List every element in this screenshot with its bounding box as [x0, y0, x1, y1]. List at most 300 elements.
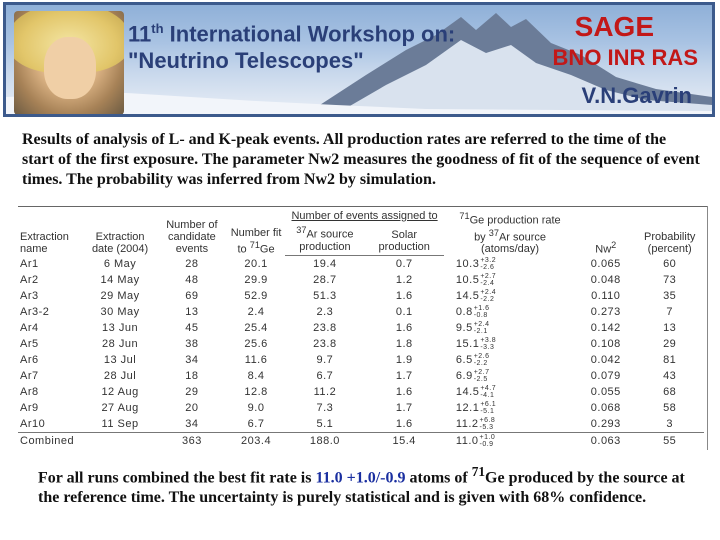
col-fit-pre: Number fit to	[230, 226, 282, 256]
cell-rate	[444, 288, 576, 304]
cell-probability-value: 29	[663, 337, 677, 350]
cell-rate-value: 10.3	[455, 257, 480, 270]
cell-candidates-value: 48	[185, 273, 199, 286]
cell-rate-errors	[480, 434, 496, 448]
cell-extraction-date	[83, 272, 157, 288]
cell-rate-err-up: +3.8	[480, 336, 497, 344]
cell-probability	[635, 368, 704, 384]
cell-probability	[635, 384, 704, 400]
cell-extraction-date-value: 28 Jul	[103, 369, 137, 382]
cell-candidates	[157, 432, 227, 449]
cell-extraction-date-value: 11 Sep	[101, 417, 139, 430]
cell-candidates	[157, 368, 227, 384]
cell-rate	[444, 416, 576, 433]
cell-extraction-name	[18, 400, 83, 416]
cell-nw2-value: 0.063	[590, 434, 621, 447]
cell-ar-source-value: 7.3	[316, 401, 334, 414]
col-rate-line1: Ge production rate	[469, 214, 561, 227]
cell-nw2-value: 0.273	[590, 305, 621, 318]
cell-nw2	[576, 352, 635, 368]
cell-fit	[227, 352, 285, 368]
cell-rate-err-down: -2.2	[480, 295, 495, 303]
cell-extraction-name-value: Combined	[20, 434, 75, 447]
cell-fit-value: 20.1	[244, 257, 268, 270]
cell-extraction-date	[83, 336, 157, 352]
cell-probability-value: 81	[663, 353, 677, 366]
table-row	[18, 400, 704, 416]
cell-candidates	[157, 304, 227, 320]
cell-probability-value: 43	[663, 369, 677, 382]
cell-extraction-name	[18, 416, 83, 433]
cell-ar-source-value: 11.2	[313, 385, 337, 398]
cell-nw2-value: 0.293	[590, 417, 621, 430]
cell-rate-errors	[480, 417, 496, 431]
cell-fit	[227, 368, 285, 384]
cell-nw2	[576, 432, 635, 449]
cell-fit	[227, 304, 285, 320]
table-body	[18, 255, 704, 449]
col-candidates: Number of candidate events	[166, 219, 218, 256]
cell-probability-value: 7	[666, 305, 673, 318]
col-rate-line2-pre: by	[474, 231, 489, 244]
col-nw2	[576, 210, 635, 255]
cell-fit-value: 11.6	[244, 353, 268, 366]
cell-fit-value: 29.9	[244, 273, 268, 286]
results-table	[18, 210, 704, 449]
table-right-rule	[707, 206, 708, 450]
cell-rate-value: 15.1	[455, 337, 480, 350]
cell-extraction-name-value: Ar8	[20, 385, 39, 398]
cell-extraction-date	[83, 320, 157, 336]
cell-extraction-name	[18, 384, 83, 400]
title-line2: "Neutrino Telescopes"	[128, 48, 364, 74]
org-sage: SAGE	[574, 11, 654, 42]
cell-probability	[635, 400, 704, 416]
cell-rate-err-up: +3.2	[480, 256, 497, 264]
cell-probability	[635, 432, 704, 449]
cell-extraction-name-value: Ar10	[20, 417, 46, 430]
cell-extraction-date-value: 13 Jul	[103, 353, 137, 366]
col-extraction-name: Extraction name	[20, 231, 69, 256]
cell-probability	[635, 272, 704, 288]
cell-candidates	[157, 384, 227, 400]
col-rate-line2-post: Ar source	[498, 231, 547, 244]
cell-rate-err-up: +6.8	[479, 416, 496, 424]
cell-candidates	[157, 336, 227, 352]
cell-fit	[227, 255, 285, 272]
cell-fit-value: 6.7	[247, 417, 265, 430]
table-row	[18, 255, 704, 272]
cell-nw2-value: 0.042	[590, 353, 621, 366]
table-row	[18, 384, 704, 400]
cell-ar-source	[285, 320, 364, 336]
cell-ar-source-value: 6.7	[316, 369, 334, 382]
cell-ar-source	[285, 288, 364, 304]
cell-fit-value: 2.4	[247, 305, 265, 318]
cell-solar-value: 0.7	[395, 257, 413, 270]
cell-ar-source-value: 28.7	[313, 273, 337, 286]
table-row	[18, 288, 704, 304]
cell-rate	[444, 255, 576, 272]
author-name: V.N.Gavrin	[581, 83, 692, 108]
cell-probability-value: 55	[663, 434, 677, 447]
cell-extraction-name-value: Ar7	[20, 369, 39, 382]
cell-extraction-name-value: Ar4	[20, 321, 39, 334]
conclusion-part1: For all runs combined the best fit rate is	[38, 469, 316, 487]
cell-fit-value: 12.8	[244, 385, 268, 398]
col-fit-sup: 71	[249, 239, 260, 250]
cell-rate-err-down: -5.3	[479, 423, 494, 431]
table-row	[18, 432, 704, 449]
cell-extraction-name	[18, 432, 83, 449]
cell-extraction-name-value: Ar9	[20, 401, 39, 414]
cell-ar-source-value: 23.8	[313, 337, 337, 350]
cell-probability-value: 13	[663, 321, 677, 334]
cell-ar-source	[285, 255, 364, 272]
cell-nw2-value: 0.142	[590, 321, 621, 334]
col-rate-line3: (atoms/day)	[481, 243, 540, 256]
col-nw2-text: Nw	[595, 243, 612, 256]
cell-extraction-date	[83, 432, 157, 449]
cell-candidates	[157, 255, 227, 272]
cell-nw2	[576, 272, 635, 288]
cell-candidates-value: 18	[185, 369, 199, 382]
cell-solar-value: 1.6	[395, 321, 413, 334]
cell-nw2	[576, 416, 635, 433]
cell-extraction-name	[18, 352, 83, 368]
cell-extraction-date	[83, 416, 157, 433]
org-bno: BNO INR RAS	[552, 45, 698, 70]
cell-rate-err-up: +1.0	[479, 433, 496, 441]
cell-rate	[444, 336, 576, 352]
cell-solar-value: 1.9	[395, 353, 413, 366]
workshop-title	[128, 15, 455, 74]
cell-nw2-value: 0.048	[590, 273, 621, 286]
conclusion-sup: 71	[471, 464, 486, 479]
cell-fit	[227, 288, 285, 304]
col-rate	[444, 210, 576, 255]
cell-rate-err-up: +2.7	[480, 272, 497, 280]
cell-fit	[227, 384, 285, 400]
cell-solar	[365, 288, 444, 304]
cell-solar	[365, 432, 444, 449]
cell-rate-errors	[480, 401, 496, 415]
cell-probability	[635, 416, 704, 433]
cell-extraction-date-value: 27 Aug	[101, 401, 139, 414]
cell-extraction-date-value: 28 Jun	[102, 337, 139, 350]
cell-ar-source	[285, 368, 364, 384]
cell-ar-source-value: 23.8	[313, 321, 337, 334]
col-probability: Probability (percent)	[644, 231, 696, 256]
cell-rate-err-down: -2.4	[480, 279, 495, 287]
col-fit-post: Ge	[259, 243, 275, 256]
cell-ar-source-value: 9.7	[316, 353, 334, 366]
cell-extraction-date	[83, 288, 157, 304]
cell-ar-source	[285, 432, 364, 449]
cell-candidates-value: 13	[185, 305, 199, 318]
cell-rate-errors	[480, 273, 496, 287]
cell-extraction-date	[83, 368, 157, 384]
cell-extraction-name	[18, 336, 83, 352]
cell-probability	[635, 304, 704, 320]
cell-solar-value: 0.1	[395, 305, 413, 318]
cell-candidates	[157, 320, 227, 336]
cell-probability	[635, 255, 704, 272]
cell-rate-err-down: -2.1	[473, 327, 488, 335]
cell-extraction-name	[18, 304, 83, 320]
cell-extraction-name	[18, 368, 83, 384]
cell-solar	[365, 320, 444, 336]
cell-fit	[227, 432, 285, 449]
cell-ar-source	[285, 384, 364, 400]
cell-nw2	[576, 384, 635, 400]
cell-rate	[444, 304, 576, 320]
cell-probability-value: 73	[663, 273, 677, 286]
cell-solar	[365, 272, 444, 288]
cell-rate-err-up: +2.4	[473, 320, 490, 328]
cell-nw2-value: 0.079	[590, 369, 621, 382]
cell-ar-source-value: 5.1	[316, 417, 334, 430]
cell-rate-value: 6.5	[455, 353, 473, 366]
cell-nw2-value: 0.065	[590, 257, 621, 270]
cell-ar-source-value: 19.4	[313, 257, 337, 270]
cell-rate-errors	[474, 321, 490, 335]
cell-candidates	[157, 352, 227, 368]
cell-candidates-value: 34	[185, 353, 199, 366]
cell-solar	[365, 384, 444, 400]
cell-solar-value: 1.6	[395, 289, 413, 302]
cell-extraction-date	[83, 304, 157, 320]
cell-probability	[635, 320, 704, 336]
cell-ar-source	[285, 304, 364, 320]
cell-fit-value: 25.6	[244, 337, 268, 350]
cell-probability-value: 68	[663, 385, 677, 398]
cell-nw2	[576, 304, 635, 320]
cell-extraction-name-value: Ar5	[20, 337, 39, 350]
title-sup: th	[151, 21, 164, 36]
cell-solar	[365, 304, 444, 320]
cell-fit-value: 8.4	[247, 369, 265, 382]
cell-extraction-date	[83, 384, 157, 400]
cell-fit	[227, 336, 285, 352]
col-fit	[227, 210, 285, 255]
cell-ar-source	[285, 400, 364, 416]
conclusion-part3: Ge produced by the source at the reference time. The uncertainty is purely statistical and is given with 68% confidence.	[38, 469, 685, 507]
cell-fit-value: 203.4	[241, 434, 272, 447]
conclusion-paragraph	[38, 462, 688, 508]
cell-extraction-date-value: 29 May	[100, 289, 140, 302]
title-line1: International Workshop on:	[163, 21, 456, 47]
col-extraction-date: Extraction date (2004)	[91, 231, 149, 256]
cell-rate-errors	[480, 289, 496, 303]
cell-nw2-value: 0.068	[590, 401, 621, 414]
cell-rate-errors	[480, 385, 496, 399]
cell-rate-err-down: -4.1	[480, 391, 495, 399]
cell-rate	[444, 272, 576, 288]
cell-probability	[635, 352, 704, 368]
cell-extraction-name-value: Ar6	[20, 353, 39, 366]
cell-probability	[635, 288, 704, 304]
cell-fit-value: 9.0	[247, 401, 265, 414]
cell-rate	[444, 368, 576, 384]
table-row	[18, 272, 704, 288]
col-assigned: Number of events assigned to	[291, 210, 438, 223]
cell-rate-value: 14.5	[455, 289, 480, 302]
cell-ar-source-value: 188.0	[309, 434, 340, 447]
cell-rate-value: 6.9	[455, 369, 473, 382]
cell-nw2	[576, 255, 635, 272]
cell-candidates-value: 34	[185, 417, 199, 430]
cell-extraction-name	[18, 255, 83, 272]
cell-candidates-value: 45	[185, 321, 199, 334]
col-ar-source	[285, 224, 364, 255]
cell-fit-value: 25.4	[244, 321, 268, 334]
cell-rate-err-down: -5.1	[480, 407, 495, 415]
cell-extraction-date-value: 6 May	[103, 257, 137, 270]
cell-probability-value: 60	[663, 257, 677, 270]
cell-rate-errors	[474, 353, 490, 367]
cell-candidates-value: 28	[185, 257, 199, 270]
cell-probability-value: 3	[666, 417, 673, 430]
cell-candidates-value: 69	[185, 289, 199, 302]
table-row	[18, 320, 704, 336]
cell-ar-source-value: 51.3	[313, 289, 337, 302]
cell-solar-value: 15.4	[392, 434, 416, 447]
col-rate-sup: 71	[459, 211, 470, 221]
cell-ar-source	[285, 416, 364, 433]
cell-extraction-date-value: 30 May	[100, 305, 140, 318]
cell-extraction-name	[18, 272, 83, 288]
table-row	[18, 352, 704, 368]
cell-probability	[635, 336, 704, 352]
cell-fit-value: 52.9	[244, 289, 268, 302]
table-row	[18, 368, 704, 384]
cell-solar	[365, 352, 444, 368]
cell-rate	[444, 352, 576, 368]
cell-rate-errors	[474, 369, 490, 383]
cell-candidates-value: 38	[185, 337, 199, 350]
cell-extraction-name-value: Ar2	[20, 273, 39, 286]
cell-solar	[365, 368, 444, 384]
cell-solar-value: 1.2	[395, 273, 413, 286]
cell-rate-value: 0.8	[455, 305, 473, 318]
cell-extraction-name-value: Ar3	[20, 289, 39, 302]
cell-rate-errors	[474, 305, 490, 319]
cell-rate-value: 12.1	[455, 401, 480, 414]
cell-candidates-value: 29	[185, 385, 199, 398]
cell-rate	[444, 320, 576, 336]
cell-candidates	[157, 272, 227, 288]
conclusion-part2: atoms of	[405, 469, 472, 487]
cell-rate-value: 10.5	[455, 273, 480, 286]
cell-extraction-name	[18, 288, 83, 304]
cell-rate-err-down: -2.2	[473, 359, 488, 367]
cell-rate-err-up: +2.6	[473, 352, 490, 360]
table-row	[18, 304, 704, 320]
title-number: 11	[128, 21, 152, 47]
cell-rate-value: 11.0	[455, 434, 479, 447]
col-solar: Solar production	[365, 224, 444, 255]
cell-extraction-name-value: Ar1	[20, 257, 39, 270]
cell-solar-value: 1.7	[395, 401, 413, 414]
cell-rate-err-up: +1.6	[473, 304, 490, 312]
cell-solar-value: 1.6	[395, 385, 413, 398]
cell-fit	[227, 416, 285, 433]
cell-nw2-value: 0.055	[590, 385, 621, 398]
cell-solar	[365, 416, 444, 433]
table-top-rule	[18, 206, 708, 207]
cell-candidates-value: 363	[181, 434, 202, 447]
table-row	[18, 416, 704, 433]
cell-solar-value: 1.6	[395, 417, 413, 430]
cell-rate-value: 14.5	[455, 385, 480, 398]
cell-rate-err-up: +6.1	[480, 400, 497, 408]
cell-solar	[365, 255, 444, 272]
cell-rate-err-up: +2.7	[473, 368, 490, 376]
cell-fit	[227, 400, 285, 416]
cell-rate	[444, 432, 576, 449]
cell-probability-value: 35	[663, 289, 677, 302]
cell-nw2	[576, 320, 635, 336]
cell-extraction-name	[18, 320, 83, 336]
cell-extraction-date-value: 12 Aug	[101, 385, 139, 398]
col-ar-sup: 37	[296, 225, 307, 236]
photo-face	[44, 37, 96, 99]
cell-fit	[227, 272, 285, 288]
cell-rate-err-down: -2.5	[473, 375, 488, 383]
cell-rate-err-up: +2.4	[480, 288, 497, 296]
cell-candidates	[157, 416, 227, 433]
cell-extraction-date	[83, 400, 157, 416]
cell-rate-value: 11.2	[455, 417, 479, 430]
table-row	[18, 336, 704, 352]
cell-rate-value: 9.5	[455, 321, 473, 334]
col-rate-line2-sup: 37	[488, 227, 499, 238]
cell-rate-errors	[480, 337, 496, 351]
cell-candidates	[157, 400, 227, 416]
cell-extraction-date-value: 14 May	[100, 273, 140, 286]
cell-rate-err-down: -3.3	[480, 343, 495, 351]
cell-fit	[227, 320, 285, 336]
cell-nw2	[576, 288, 635, 304]
results-table-container	[18, 206, 708, 450]
cell-extraction-date	[83, 352, 157, 368]
cell-ar-source	[285, 272, 364, 288]
conclusion-rate: 11.0 +1.0/-0.9	[315, 469, 406, 487]
cell-rate-err-up: +4.7	[480, 384, 497, 392]
cell-probability-value: 58	[663, 401, 677, 414]
cell-ar-source-value: 2.3	[316, 305, 334, 318]
cell-solar-value: 1.8	[395, 337, 413, 350]
cell-rate	[444, 384, 576, 400]
col-nw2-sup: 2	[611, 239, 617, 250]
cell-rate-err-down: -2.6	[480, 263, 495, 271]
cell-candidates-value: 20	[185, 401, 199, 414]
cell-solar	[365, 336, 444, 352]
cell-candidates	[157, 288, 227, 304]
cell-solar	[365, 400, 444, 416]
speaker-photo	[14, 11, 124, 115]
cell-nw2	[576, 400, 635, 416]
cell-ar-source	[285, 336, 364, 352]
header-banner	[3, 2, 715, 117]
cell-solar-value: 1.7	[395, 369, 413, 382]
cell-extraction-date-value: 13 Jun	[102, 321, 139, 334]
cell-nw2	[576, 336, 635, 352]
cell-rate-err-down: -0.8	[473, 311, 488, 319]
cell-nw2	[576, 368, 635, 384]
cell-ar-source	[285, 352, 364, 368]
